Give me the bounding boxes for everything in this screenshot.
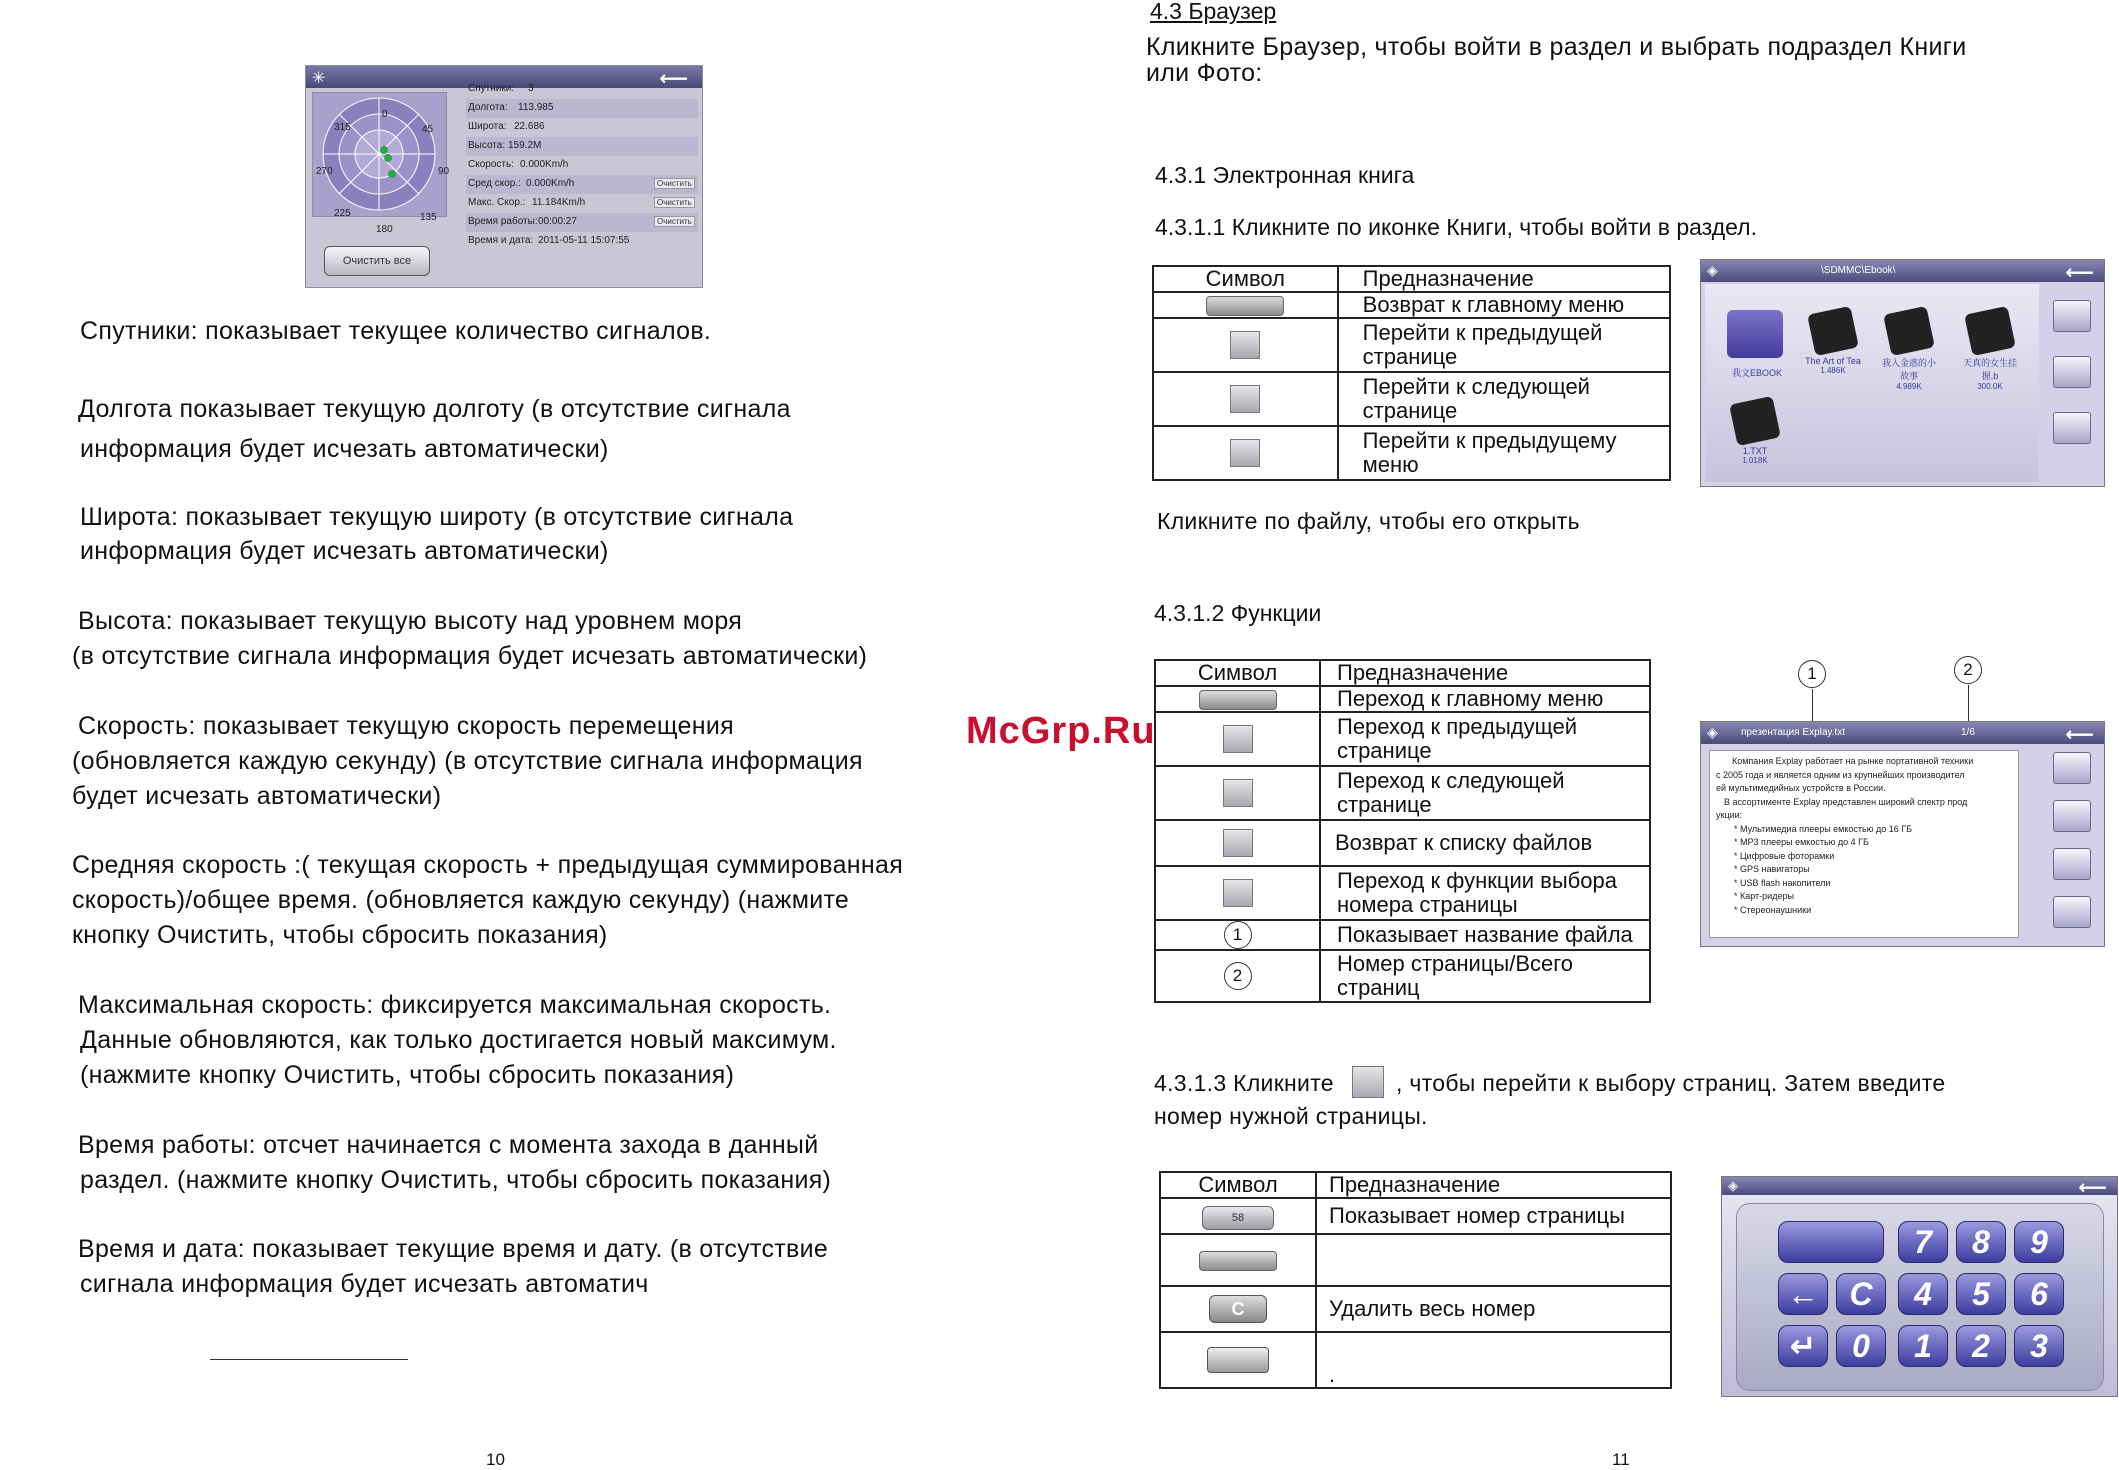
file-item[interactable] <box>1955 310 2025 391</box>
table1-header-symbol: Символ <box>1153 266 1338 292</box>
folder-item[interactable] <box>1727 310 1787 379</box>
clear-time-button[interactable]: Очистить <box>654 216 695 227</box>
compass-label-90: 90 <box>438 166 450 177</box>
book-icon: ◈ <box>1707 262 1718 278</box>
page-up-button[interactable] <box>2053 752 2091 784</box>
file-list-icon <box>1223 829 1253 857</box>
page-number-left: 10 <box>486 1450 505 1469</box>
file-name: 我文EBOOK <box>1731 368 1782 378</box>
satellite-compass <box>312 92 450 217</box>
ebook-file-icon <box>1729 396 1781 446</box>
ebook-screen <box>1700 259 2105 487</box>
compass-label-180: 180 <box>376 224 393 235</box>
gps-row: Сред скор.: 0.000Km/h Очистить <box>466 175 698 194</box>
clear-max-button[interactable]: Очистить <box>654 197 695 208</box>
symbols-table-2 <box>1154 659 1651 1003</box>
page-up-icon <box>1223 725 1253 753</box>
key-clear[interactable]: C <box>1836 1273 1886 1315</box>
clear-all-button[interactable] <box>324 246 430 276</box>
section-title: 4.3 Браузер <box>1150 0 1277 24</box>
back-icon[interactable]: ⟵ <box>659 68 688 90</box>
intro-line-1: Кликните Браузер, чтобы войти в раздел и выбрать подраздел Книги <box>1146 33 1967 61</box>
file-item[interactable] <box>1803 310 1863 375</box>
file-item[interactable] <box>1725 400 1785 465</box>
page-number-display <box>1778 1221 1884 1263</box>
gps-screenshot <box>305 65 703 288</box>
file-name: 1.TXT <box>1742 446 1768 456</box>
ebook-file-icon <box>1807 306 1859 356</box>
back-icon[interactable]: ⟵ <box>2078 1177 2107 1199</box>
gps-row: Широта: 22.686 <box>468 121 545 132</box>
enter-icon <box>1199 1251 1277 1271</box>
gps-info-panel <box>466 80 702 286</box>
table3-row-empty <box>1316 1234 1671 1286</box>
prev-menu-button[interactable] <box>2053 412 2091 444</box>
text-altitude-2: (в отсутствие сигнала информация будет исчезать автоматически) <box>72 642 868 670</box>
callout-circle-2: 2 <box>1224 962 1252 990</box>
compass-label-225: 225 <box>334 208 351 219</box>
page-up-button[interactable] <box>2053 300 2091 332</box>
text-datetime-1: Время и дата: показывает текущие время и дату. (в отсутствие <box>78 1235 829 1263</box>
reader-screen <box>1700 721 2105 947</box>
table2-row-prev-page: Переход к предыдущей странице <box>1320 712 1650 766</box>
reader-page: 1/6 <box>1961 727 1975 738</box>
key-1[interactable]: 1 <box>1898 1325 1948 1367</box>
table1-row-prev-page: Перейти к предыдущей странице <box>1338 318 1670 372</box>
gps-row: Макс. Скор.: 11.184Km/h Очистить <box>466 194 698 213</box>
text-max-1: Максимальная скорость: фиксируется максимальная скорость. <box>78 991 832 1019</box>
ebook-title: 4.3.1 Электронная книга <box>1155 162 1415 188</box>
reader-title-bar <box>1701 722 2104 744</box>
gps-row: Спутники: 3 <box>468 83 534 94</box>
reader-callout-2: 2 <box>1954 656 1982 684</box>
table3-header-symbol: Символ <box>1160 1172 1316 1198</box>
click-file-text: Кликните по файлу, чтобы его открыть <box>1157 508 1580 534</box>
page-select-button[interactable] <box>2053 896 2091 928</box>
compass-label-0: 0 <box>382 109 388 120</box>
enter-icon: ↵ <box>1789 1328 1817 1364</box>
table2-row-main-menu: Переход к главному меню <box>1320 686 1650 712</box>
page-down-icon <box>1223 779 1253 807</box>
backspace-icon <box>1207 1347 1269 1373</box>
file-list-button[interactable] <box>2053 848 2091 880</box>
file-name: 天真的女生挂握.b <box>1962 358 2017 381</box>
file-item[interactable] <box>1879 310 1939 391</box>
clear-avg-button[interactable]: Очистить <box>654 178 695 189</box>
page-select-icon <box>1352 1066 1384 1098</box>
file-size: 300.0K <box>1977 382 2003 391</box>
back-icon[interactable]: ⟵ <box>2065 724 2094 746</box>
book-icon: ◈ <box>1707 724 1718 740</box>
step-1-3-a: 4.3.1.3 Кликните <box>1154 1070 1334 1096</box>
keypad-title-bar <box>1722 1177 2117 1199</box>
step-1-3-b: , чтобы перейти к выбору страниц. Затем введите <box>1396 1070 1946 1096</box>
key-enter[interactable] <box>1778 1325 1828 1367</box>
table2-row-page-select: Переход к функции выбора номера страницы <box>1320 866 1650 920</box>
file-name: 我入金惑的小故事 <box>1881 358 1936 381</box>
text-longitude-2: информация будет исчезать автоматически) <box>80 435 609 463</box>
compass-label-135: 135 <box>420 212 437 223</box>
key-8[interactable]: 8 <box>1956 1221 2006 1263</box>
text-max-2: Данные обновляются, как только достигается новый максимум. <box>80 1026 837 1054</box>
table2-header-purpose: Предназначение <box>1320 660 1650 686</box>
key-9[interactable]: 9 <box>2014 1221 2064 1263</box>
text-datetime-2: сигнала информация будет исчезать автоматич <box>80 1270 649 1298</box>
satellite-icon: ✳ <box>312 70 326 87</box>
compass-label-270: 270 <box>316 166 333 177</box>
text-worktime-2: раздел. (нажмите кнопку Очистить, чтобы сбросить показания) <box>80 1166 832 1194</box>
intro-line-2: или Фото: <box>1146 59 1263 87</box>
page-number-pill: 58 <box>1202 1206 1274 1230</box>
key-4[interactable]: 4 <box>1898 1273 1948 1315</box>
text-avg-1: Средняя скорость :( текущая скорость + предыдущая суммированная <box>72 851 904 879</box>
text-speed-3: будет исчезать автоматически) <box>72 782 442 810</box>
page-down-button[interactable] <box>2053 800 2091 832</box>
ebook-file-icon <box>1883 306 1935 356</box>
footnote-rule <box>210 1359 408 1360</box>
text-speed-1: Скорость: показывает текущую скорость перемещения <box>78 712 734 740</box>
callout-line-2 <box>1968 685 1969 723</box>
page-down-icon <box>1230 385 1260 413</box>
symbols-table-3 <box>1159 1171 1672 1389</box>
key-2[interactable]: 2 <box>1956 1325 2006 1367</box>
table3-row-show-page: Показывает номер страницы <box>1316 1198 1671 1234</box>
key-6[interactable]: 6 <box>2014 1273 2064 1315</box>
table2-row-next-page: Переход к следующей странице <box>1320 766 1650 820</box>
key-0[interactable]: 0 <box>1836 1325 1886 1367</box>
table3-header-purpose: Предназначение <box>1316 1172 1671 1198</box>
text-worktime-1: Время работы: отсчет начинается с момента захода в данный <box>78 1131 819 1159</box>
book-icon: ◈ <box>1728 1178 1738 1193</box>
clear-c-icon: C <box>1209 1295 1267 1323</box>
page-down-button[interactable] <box>2053 356 2091 388</box>
gps-row: Скорость: 0.000Km/h <box>468 159 569 170</box>
table3-row-clear: Удалить весь номер <box>1316 1286 1671 1332</box>
key-3[interactable]: 3 <box>2014 1325 2064 1367</box>
key-7[interactable]: 7 <box>1898 1221 1948 1263</box>
key-backspace[interactable] <box>1778 1273 1828 1315</box>
reader-filename: презентация Explay.txt <box>1741 727 1846 738</box>
back-icon[interactable]: ⟵ <box>2065 262 2094 284</box>
file-size: 4.989K <box>1896 382 1922 391</box>
return-icon <box>1199 690 1277 710</box>
text-max-3: (нажмите кнопку Очистить, чтобы сбросить показания) <box>80 1061 735 1089</box>
text-latitude-1: Широта: показывает текущую широту (в отсутствие сигнала <box>80 503 794 531</box>
return-icon <box>1206 296 1284 316</box>
page-number-right: 11 <box>1612 1450 1630 1469</box>
reader-text-area: Компания Explay работает на рынке портативной техники с 2005 года и является одним из крупнейших производител ей мультимедийных устройств в России. В ассортименте Explay представлен широкий спектр прод укции: * Мультимедиа плееры емкостью до 16 ГБ * MP3 плееры емкостью до 4 ГБ * Цифровые фоторамки * GPS навигаторы * USB flash накопители * Карт-ридеры * Стереонаушники <box>1709 750 2019 938</box>
table1-header-purpose: Предназначение <box>1338 266 1670 292</box>
text-avg-2: скорость)/общее время. (обновляется каждую секунду) (нажмите <box>72 886 850 914</box>
keypad-screen <box>1721 1176 2118 1397</box>
compass-label-315: 315 <box>334 122 351 133</box>
backspace-icon: ← <box>1787 1276 1819 1312</box>
file-name: The Art of Tea <box>1805 356 1861 366</box>
key-5[interactable]: 5 <box>1956 1273 2006 1315</box>
file-size: 1.018K <box>1742 456 1768 465</box>
gps-row: Долгота: 113.985 <box>466 99 698 118</box>
file-size: 1.486K <box>1820 366 1846 375</box>
table2-header-symbol: Символ <box>1155 660 1320 686</box>
text-avg-3: кнопку Очистить, чтобы сбросить показания) <box>72 921 608 949</box>
ebook-file-icon <box>1964 306 2016 356</box>
page-up-icon <box>1230 331 1260 359</box>
table2-row-filename: Показывает название файла <box>1320 920 1650 950</box>
callout-line-1 <box>1812 689 1813 723</box>
functions-title: 4.3.1.2 Функции <box>1154 600 1322 626</box>
ebook-path: \SDMMC\Ebook\ <box>1821 265 1896 276</box>
gps-row: Время работы: 00:00:27 Очистить <box>466 213 698 232</box>
compass-label-45: 45 <box>422 124 434 135</box>
table2-row-page-count: Номер страницы/Всего страниц <box>1320 950 1650 1002</box>
table3-row-dot: . <box>1316 1332 1671 1388</box>
table1-row-main-menu: Возврат к главному меню <box>1338 292 1670 318</box>
gps-row: Высота: 159.2M <box>466 137 698 156</box>
table2-row-file-list: Возврат к списку файлов <box>1320 820 1650 866</box>
table1-row-next-page: Перейти к следующей странице <box>1338 372 1670 426</box>
text-altitude-1: Высота: показывает текущую высоту над уровнем моря <box>78 607 743 635</box>
clear-all-label: Очистить все <box>342 255 412 267</box>
watermark: McGrp.Ru <box>966 710 1156 752</box>
reader-callout-1: 1 <box>1798 660 1826 688</box>
folder-icon <box>1727 310 1783 358</box>
step-1-1: 4.3.1.1 Кликните по иконке Книги, чтобы войти в раздел. <box>1155 214 1757 240</box>
page-select-icon <box>1223 879 1253 907</box>
text-satellites: Спутники: показывает текущее количество сигналов. <box>80 317 712 345</box>
text-longitude-1: Долгота показывает текущую долготу (в отсутствие сигнала <box>78 395 791 423</box>
symbols-table-1 <box>1152 265 1671 481</box>
text-speed-2: (обновляется каждую секунду) (в отсутствие сигнала информация <box>72 747 863 775</box>
step-1-3-c: номер нужной страницы. <box>1154 1103 1428 1129</box>
table1-row-prev-menu: Перейти к предыдущему меню <box>1338 426 1670 480</box>
text-latitude-2: информация будет исчезать автоматически) <box>80 537 609 565</box>
prev-menu-icon <box>1230 439 1260 467</box>
callout-circle-1: 1 <box>1224 921 1252 949</box>
gps-row: Время и дата: 2011-05-11 15:07:55 <box>468 235 630 246</box>
ebook-title-bar <box>1701 260 2104 282</box>
